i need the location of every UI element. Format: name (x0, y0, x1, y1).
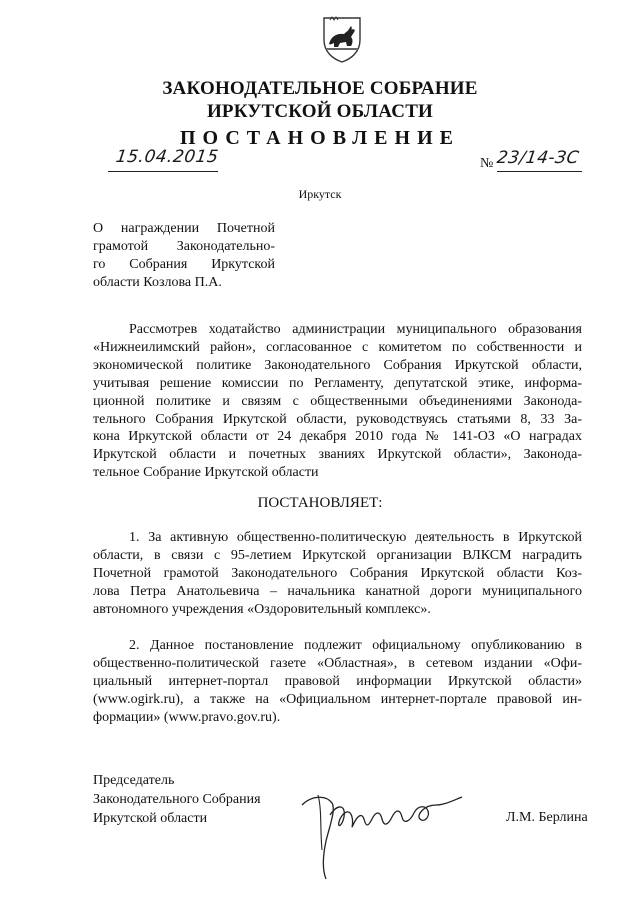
coat-of-arms-icon (320, 14, 364, 64)
date-underline (108, 171, 218, 172)
preamble-paragraph (93, 321, 582, 482)
resolution-item-1 (93, 529, 582, 619)
organization-name-line1: ЗАКОНОДАТЕЛЬНОЕ СОБРАНИЕ (162, 78, 478, 99)
subject-line: го Собрания Иркутской (93, 257, 275, 272)
signatory-title-line: Законодательного Собрания (93, 792, 261, 807)
handwritten-document-number: 23/14-ЗС (495, 148, 581, 168)
preamble-line: кона Иркутской области от 24 декабря 2010 года № 141-ОЗ «О наградах (93, 429, 582, 445)
preamble-line: тельное Собрание Иркутской области (93, 465, 319, 481)
preamble-line: ционной политике и связям с общественными объединениями Законода- (93, 393, 582, 409)
document-type-title: ПОСТАНОВЛЕНИЕ (180, 127, 460, 149)
preamble-line: учитывая решение комиссии по Регламенту, депутатской этике, информа- (93, 375, 582, 391)
preamble-line: «Нижнеилимский район», согласованное с комитетом по собственности и (93, 339, 582, 355)
item-line: общественно-политической газете «Областная», в сетевом издании «Офи- (93, 655, 582, 671)
handwritten-signature-icon (292, 775, 472, 885)
preamble-line: экономической политике Законодательного Собрания Иркутской области, (93, 357, 582, 373)
subject-line: грамотой Законодательно- (93, 239, 275, 254)
item-line: лова Петра Анатольевича – начальника канатной дороги муниципального (93, 583, 582, 599)
preamble-line: Иркутской области и почетных званиях Иркутской области», Законода- (93, 447, 582, 463)
city-name: Иркутск (298, 187, 342, 201)
number-underline (497, 171, 582, 172)
document-subject (93, 220, 275, 292)
subject-line: О награждении Почетной (93, 221, 275, 236)
signatory-name: Л.М. Берлина (506, 810, 588, 825)
signatory-title-line: Председатель (93, 773, 175, 788)
resolves-heading: ПОСТАНОВЛЯЕТ: (257, 495, 383, 511)
item-line: циальный интернет-портал правовой информации Иркутской области» (93, 673, 582, 689)
organization-name-line2: ИРКУТСКОЙ ОБЛАСТИ (206, 101, 434, 122)
preamble-line: тельного Собрания Иркутской области, руководствуясь статьями 8, 33 За- (93, 411, 582, 427)
item-line: автономного учреждения «Оздоровительный комплекс». (93, 601, 431, 617)
item-line: формации» (www.pravo.gov.ru). (93, 709, 281, 725)
signatory-title-line: Иркутской области (93, 811, 208, 826)
item-line: Почетной грамотой Законодательного Собрания Иркутской области Коз- (93, 565, 582, 581)
item-line: 1. За активную общественно-политическую деятельность в Иркутской (129, 530, 582, 545)
item-line: 2. Данное постановление подлежит официальному опубликованию в (129, 638, 582, 653)
item-line: области, в связи с 95-летием Иркутской организации ВЛКСМ наградить (93, 547, 582, 563)
signatory-title (93, 771, 261, 828)
handwritten-date: 15.04.2015 (114, 147, 220, 167)
item-line: (www.ogirk.ru), а также на «Официальном интернет-портале правовой ин- (93, 691, 582, 707)
preamble-line: Рассмотрев ходатайство администрации муниципального образования (129, 322, 582, 337)
number-label: № (480, 156, 494, 171)
subject-line: области Козлова П.А. (93, 275, 222, 290)
resolution-item-2 (93, 637, 582, 727)
